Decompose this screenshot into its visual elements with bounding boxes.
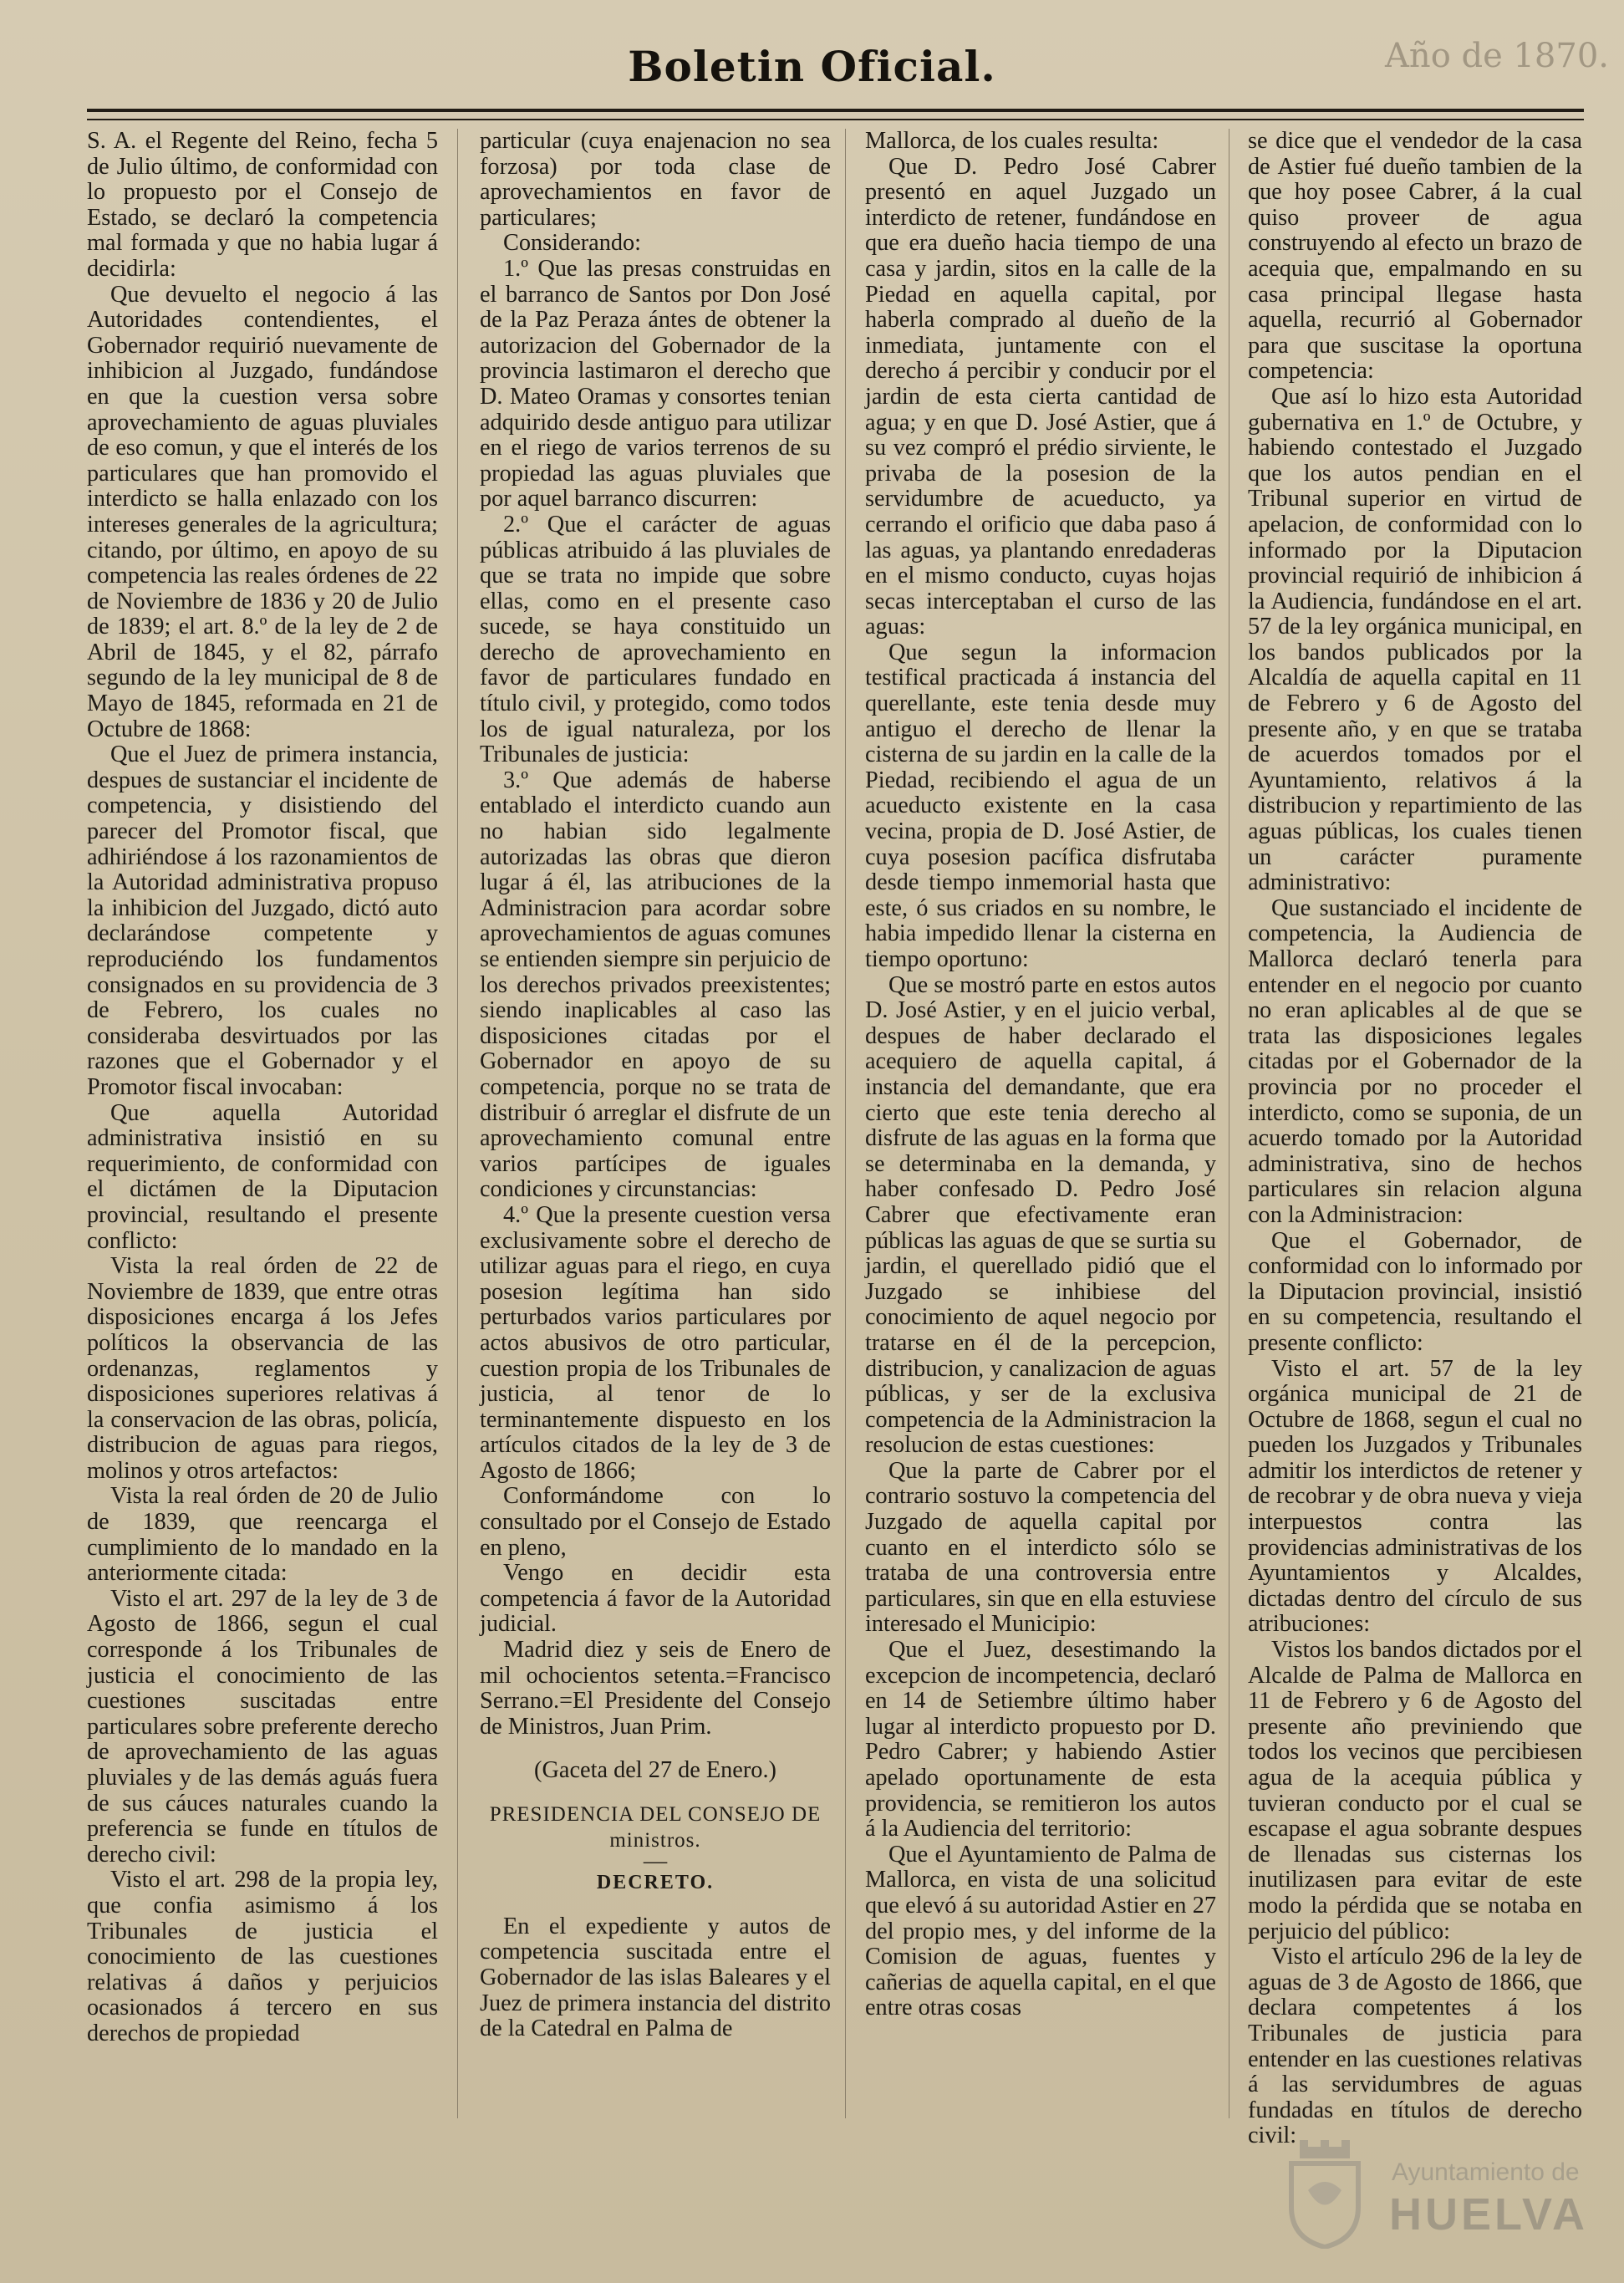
paragraph: Que el Juez de primera instancia, despues de sustanciar el incidente de competencia, y disistiendo del parecer del Promotor fiscal, que adhiriéndose á los razonamientos de la Autoridad administrativa propuso la inhibicion del Juzgado, dictó auto declarándose competente y reproduciéndo los fundamentos consignados en su providencia de 3 de Febrero, los cuales no consideraba desvirtuados por las razones que el Gobernador y el Promotor fiscal invocaban: (87, 741, 438, 1100)
paragraph: Visto el art. 57 de la ley orgánica municipal de 21 de Octubre de 1868, segun el cual no pueden los Juzgados y Tribunales admitir los interdictos de retener y de recobrar y de obra nueva y vieja interpuestos contra las providencias administrativas de los Ayuntamientos y Alcaldes, dictadas dentro del círculo de sus atribuciones: (1248, 1355, 1582, 1638)
paragraph: DECRETO. (596, 1872, 715, 1894)
paragraph: Visto el artículo 296 de la ley de aguas de 3 de Agosto de 1866, que declara competentes á los Tribunales de justicia para entender en las cuestiones relativas á las servidumbres de aguas fundadas en títulos de derecho civil: (1248, 1944, 1582, 2149)
paragraph: Vista la real órden de 22 de Noviembre de 1839, que entre otras disposiciones encarga á los Jefes políticos la observancia de las ordenanzas, reglamentos y disposiciones superiores relativas á la conservacion de las obras, policía, distribucion de aguas para riegos, molinos y otros artefactos: (87, 1253, 438, 1484)
paragraph: Conformándome con lo consultado por el Consejo de Estado en pleno, (480, 1483, 831, 1561)
watermark-line-1: Ayuntamiento de (1392, 2158, 1580, 2186)
paragraph: Que la parte de Cabrer por el contrario sostuvo la competencia del Juzgado de aquella capital por cuanto en el interdicto sólo se trataba de una controversia entre particulares, sin que en ella estuviese interesado el Municipio: (865, 1457, 1216, 1638)
paragraph: Que segun la informacion testifical practicada á instancia del querellante, este tenia desde muy antiguo el derecho de llenar la cisterna de su jardin en la calle de la Piedad, recibiendo el agua de un acueducto existente en la casa vecina, propia de D. José Astier, de cuya posesion pacífica disfrutaba desde tiempo inmemorial hasta que este, ó sus criados en su nombre, le habia impedido llenar la cisterna en tiempo oportuno: (865, 639, 1216, 972)
paragraph: 3.º Que además de haberse entablado el interdicto cuando aun no habian sido legalmente autorizadas las obras que dieron lugar á él, las atribuciones de la Administracion para acordar sobre aprovechamientos de aguas comunes se entienden siempre sin perjuicio de los derechos privados preexistentes; siendo inaplicables al caso las disposiciones citadas por el Gobernador en apoyo de su competencia, porque no se trata de distribuir ó arreglar el disfrute de un aprovechamiento comunal entre varios partícipes de iguales condiciones y circunstancias: (480, 767, 831, 1203)
paragraph: Que el Ayuntamiento de Palma de Mallorca, en vista de una solicitud que elevó á su autoridad Astier en 27 del propio mes, y del informe de la Comision de aguas, fuentes y cañerias de aquella capital, en el que entre otras cosas (865, 1841, 1216, 2021)
paragraph: Que así lo hizo esta Autoridad gubernativa en 1.º de Octubre, y habiendo contestado el Juzgado que los autos pendian en el Tribunal superior en virtud de apelacion, de conformidad con lo informado por la Diputacion provincial requirió de inhibicion á la Audiencia, fundándose en el art. 57 de la ley orgánica municipal, en los bandos publicados por la Alcaldía de aquella capital en 11 de Febrero y 6 de Agosto del presente año, y en que se trataba de acuerdos tomados por el Ayuntamiento, relativos á la distribucion y repartimiento de las aguas públicas, los cuales tienen un carácter puramente administrativo: (1248, 383, 1582, 896)
paragraph: particular (cuya enajenacion no sea forzosa) por toda clase de aprovechamientos en favor de particulares; (480, 128, 831, 231)
column-divider (457, 129, 458, 2118)
paragraph: Mallorca, de los cuales resulta: (865, 128, 1159, 154)
coat-of-arms-icon (1279, 2140, 1371, 2249)
masthead-rule (87, 109, 1584, 120)
paragraph: Madrid diez y seis de Enero de mil ochocientos setenta.=Francisco Serrano.=El Presidente del Consejo de Ministros, Juan Prim. (480, 1637, 831, 1740)
paragraph: (Gaceta del 27 de Enero.) (534, 1757, 776, 1784)
column-divider (845, 129, 846, 2118)
paragraph: Que se mostró parte en estos autos D. José Astier, y en el juicio verbal, despues de haber declarado el acequiero de aquella capital, á instancia del demandante, que era cierto que este tenia derecho al disfrute de las aguas en la forma que se determinaba en la demanda, y haber confesado D. Pedro José Cabrer que efectivamente eran públicas las aguas de que se surtia su jardin, el querellado pidió que el Juzgado se inhibiese del conocimiento de aquel negocio por tratarse en él de la percepcion, distribucion, y canalizacion de aguas públicas, y ser de la exclusiva competencia de la Administracion la resolucion de estas cuestiones: (865, 971, 1216, 1459)
paragraph: Vistos los bandos dictados por el Alcalde de Palma de Mallorca en 11 de Febrero y 6 de Agosto del presente año previniendo que todos los vecinos que percibiesen agua de la acequia pública y tuvieran conducto por el cual se escapase el agua sobrante despues de llenadas sus cisternas los inutilizasen para evitar de este modo la pérdida que se notaba en perjuicio del público: (1248, 1637, 1582, 1944)
paragraph: 4.º Que la presente cuestion versa exclusivamente sobre el derecho de utilizar aguas para el riego, en cuya posesion legítima han sido perturbados varios particulares por actos abusivos de otro particular, cuestion propia de los Tribunales de justicia, al tenor de lo terminantemente dispuesto en los artículos citados de la ley de 3 de Agosto de 1866; (480, 1201, 831, 1484)
text-column-2 (480, 129, 831, 2042)
paragraph: PRESIDENCIA DEL CONSEJO DE ministros. (489, 1803, 822, 1852)
paragraph: Vista la real órden de 20 de Julio de 1839, que reencarga el cumplimiento de lo mandado en la anteriormente citada: (87, 1483, 438, 1587)
masthead-year-ghost: Año de 1870. (1385, 37, 1609, 75)
paragraph: Visto el art. 298 de la propia ley, que confia asimismo á los Tribunales de justicia el conocimiento de las cuestiones relativas á daños y perjuicios ocasionados á tercero en sus derechos de propiedad (87, 1867, 438, 2046)
paragraph: Que el Juez, desestimando la excepcion de incompetencia, declaró en 14 de Setiembre último haber lugar al interdicto propuesto por D. Pedro Cabrer; y habiendo Astier apelado oportunamente de esta providencia, se remitieron los autos á la Audiencia del territorio: (865, 1637, 1216, 1842)
masthead (0, 37, 1624, 104)
paragraph: Que D. Pedro José Cabrer presentó en aquel Juzgado un interdicto de retener, fundándose en que era dueño hacia tiempo de una casa y jardin, sitos en la calle de la Piedad en aquella capital, por haberla comprado al dueño de la inmediata, juntamente con el derecho á percibir y conducir por el jardin de esta cierta cantidad de agua; y en que D. José Astier, que á su vez compró el prédio sirviente, le privaba de la posesion de la servidumbre de acueducto, ya cerrando el orificio que daba paso á las aguas, ya plantando enredaderas en el mismo conducto, cuyas hojas secas interceptaban el curso de las aguas: (865, 153, 1216, 640)
text-column-4 (1248, 129, 1582, 2149)
paragraph: Visto el art. 297 de la ley de 3 de Agosto de 1866, segun el cual corresponde á los Tribunales de justicia el conocimiento de las cuestiones suscitadas entre particulares sobre preferente derecho de aprovechamiento de las aguas pluviales y de las demás aguás fuera de sus cáuces naturales cuando la preferencia se funde en títulos de derecho civil: (87, 1585, 438, 1868)
masthead-title: Boletin Oficial. (628, 42, 996, 91)
paragraph: 1.º Que las presas construidas en el barranco de Santos por Don José de la Paz Peraza ántes de obtener la autorizacion del Gobernador de la provincia lastimaron el derecho que D. Mateo Oramas y consortes tenian adquirido desde antiguo para utilizar en el riego de varios terrenos de su propiedad las aguas pluviales que por aquel barranco discurren: (480, 255, 831, 512)
paragraph: se dice que el vendedor de la casa de Astier fué dueño tambien de la que hoy posee Cabrer, á la cual quiso proveer de agua construyendo al efecto un brazo de acequia que, empalmando en su casa principal llegase hasta aquella, recurrió al Gobernador para que suscitase la oportuna competencia: (1248, 128, 1582, 385)
watermark-line-2: HUELVA (1389, 2189, 1588, 2240)
paragraph: — (643, 1848, 668, 1875)
paragraph: En el expediente y autos de competencia suscitada entre el Gobernador de las islas Baleares y el Juez de primera instancia del distrito de la Catedral en Palma de (480, 1913, 831, 2042)
text-column-1 (87, 129, 438, 2047)
paragraph: S. A. el Regente del Reino, fecha 5 de Julio último, de conformidad con lo propuesto por el Consejo de Estado, se declaró la competencia mal formada y que no habia lugar á decidirla: (87, 128, 438, 282)
paragraph: Que el Gobernador, de conformidad con lo informado por la Diputacion provincial, insistió en su competencia, resultando el presente conflicto: (1248, 1227, 1582, 1356)
paragraph: Vengo en decidir esta competencia á favor de la Autoridad judicial. (480, 1560, 831, 1638)
paragraph: Que devuelto el negocio á las Autoridades contendientes, el Gobernador requirió nuevamente de inhibicion al Juzgado, fundándose en que la cuestion versa sobre aprovechamiento de aguas pluviales de eso comun, y que el interés de los particulares que han promovido el interdicto se halla enlazado con los intereses generales de la agricultura; citando, por último, en apoyo de su competencia las reales órdenes de 22 de Noviembre de 1836 y 20 de Julio de 1839; el art. 8.º de la ley de 2 de Abril de 1845, y el 82, párrafo segundo de la ley municipal de 8 de Mayo de 1845, reformada en 21 de Octubre de 1868: (87, 281, 438, 742)
text-column-3 (865, 129, 1216, 2021)
paragraph: Considerando: (503, 230, 642, 257)
paragraph: 2.º Que el carácter de aguas públicas atribuido á las pluviales de que se trata no impide que sobre ellas, como en el presente caso sucede, se haya constituido un derecho de aprovechamiento en favor de particulares fundado en título civil, y protegido, como todos los de igual naturaleza, por los Tribunales de justicia: (480, 511, 831, 768)
ayuntamiento-huelva-watermark (1279, 2140, 1605, 2257)
paragraph: Que sustanciado el incidente de competencia, la Audiencia de Mallorca declaró tenerla para entender en el negocio por cuanto no eran aplicables al de que se trata las disposiciones legales citadas por el Gobernador de la provincia por no proceder el interdicto, como se suponia, de un acuerdo tomado por la Autoridad administrativa, sino de hechos particulares sin relacion alguna con la Administracion: (1248, 894, 1582, 1228)
paragraph: Que aquella Autoridad administrativa insistió en su requerimiento, de conformidad con el dictámen de la Diputacion provincial, resultando el presente conflicto: (87, 1099, 438, 1254)
